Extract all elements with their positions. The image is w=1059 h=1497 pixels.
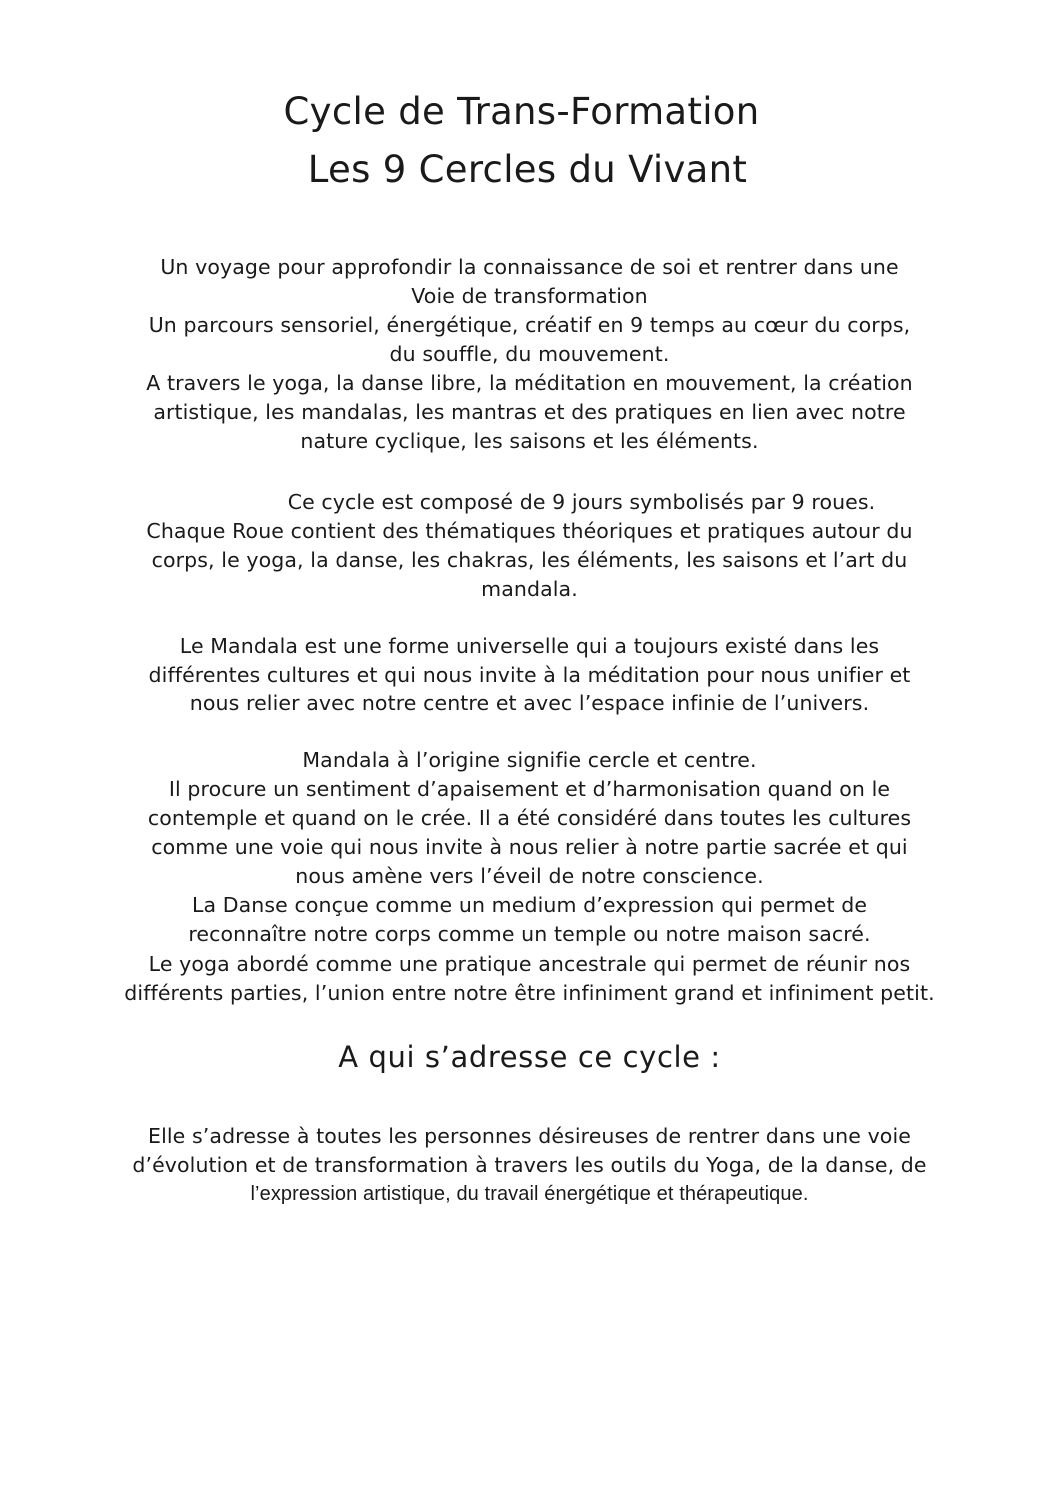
text-line: nous amène vers l’éveil de notre conscience. bbox=[295, 864, 764, 888]
text-line: contemple et quand on le crée. Il a été considéré dans toutes les cultures bbox=[147, 806, 912, 830]
text-line: différentes cultures et qui nous invite à la méditation pour nous unifier et bbox=[148, 663, 911, 687]
text-line: Chaque Roue contient des thématiques théoriques et pratiques autour du bbox=[146, 519, 913, 543]
text-line: A travers le yoga, la danse libre, la méditation en mouvement, la création bbox=[146, 371, 913, 395]
text-line: Voie de transformation bbox=[411, 284, 648, 308]
text-line: artistique, les mandalas, les mantras et des pratiques en lien avec notre bbox=[153, 400, 906, 424]
text-line: nous relier avec notre centre et avec l’espace infinie de l’univers. bbox=[189, 691, 870, 715]
text-line: d’évolution et de transformation à travers les outils du Yoga, de la danse, de bbox=[132, 1153, 927, 1177]
text-line: Ce cycle est composé de 9 jours symbolisés par 9 roues. bbox=[287, 490, 876, 514]
text-line: Le yoga abordé comme une pratique ancestrale qui permet de réunir nos bbox=[148, 952, 911, 976]
text-line: nature cyclique, les saisons et les éléments. bbox=[300, 429, 759, 453]
text-line: comme une voie qui nous invite à nous relier à notre partie sacrée et qui bbox=[151, 835, 908, 859]
text-line: Le Mandala est une forme universelle qui a toujours existé dans les bbox=[179, 634, 880, 658]
text-line: l’expression artistique, du travail énergétique et thérapeutique. bbox=[250, 1183, 809, 1205]
text-line: du souffle, du mouvement. bbox=[389, 342, 670, 366]
text-line: La Danse conçue comme un medium d’expression qui permet de bbox=[191, 893, 868, 917]
title-line-2: Les 9 Cercles du Vivant bbox=[307, 148, 748, 191]
text-line: corps, le yoga, la danse, les chakras, les éléments, les saisons et l’art du bbox=[151, 548, 908, 572]
text-line: mandala. bbox=[481, 577, 578, 601]
text-line: différents parties, l’union entre notre être infiniment grand et infiniment petit. bbox=[124, 981, 935, 1005]
text-line: Un voyage pour approfondir la connaissance de soi et rentrer dans une bbox=[160, 255, 899, 279]
audience-heading: A qui s’adresse ce cycle : bbox=[338, 1040, 721, 1074]
text-line: Elle s’adresse à toutes les personnes désireuses de rentrer dans une voie bbox=[148, 1124, 911, 1148]
text-line: Il procure un sentiment d’apaisement et d’harmonisation quand on le bbox=[168, 777, 891, 801]
text-line: reconnaître notre corps comme un temple ou notre maison sacré. bbox=[188, 922, 871, 946]
title-line-1: Cycle de Trans-Formation bbox=[283, 90, 760, 133]
text-line: Mandala à l’origine signifie cercle et centre. bbox=[302, 748, 757, 772]
text-line: Un parcours sensoriel, énergétique, créatif en 9 temps au cœur du corps, bbox=[148, 313, 911, 337]
